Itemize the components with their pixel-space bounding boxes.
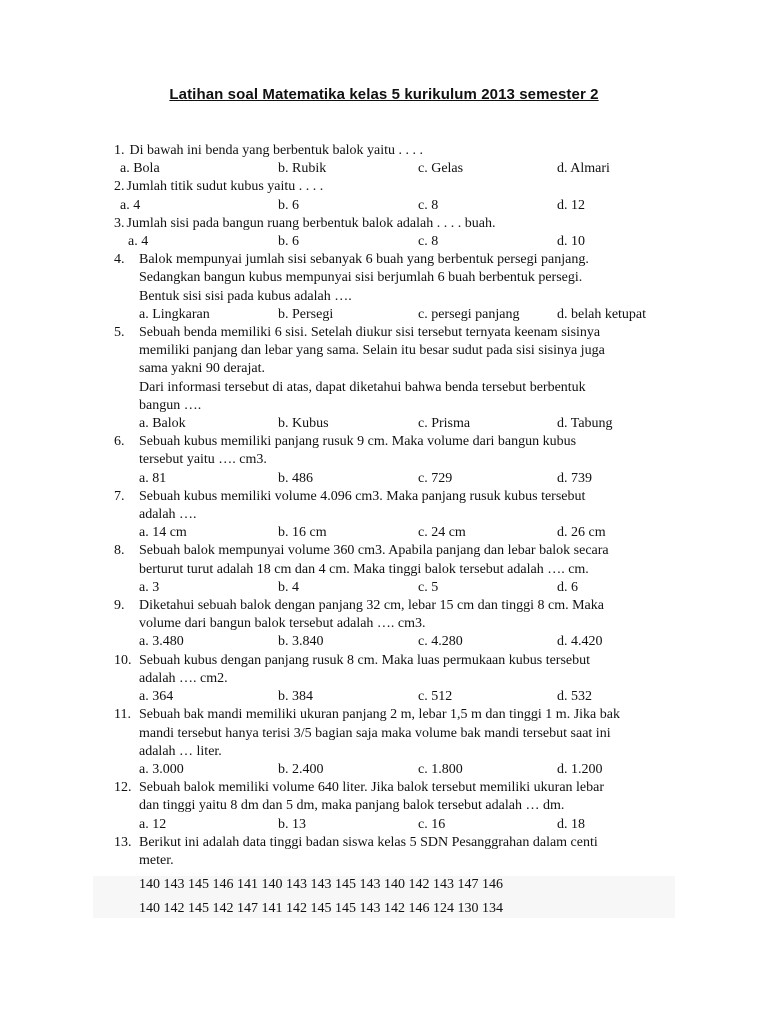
answer-option-a: a. 4 bbox=[128, 234, 149, 250]
answer-option-d: d. 4.420 bbox=[557, 634, 603, 650]
answer-option-d: d. belah ketupat bbox=[557, 306, 647, 322]
answer-option-d: d. 12 bbox=[557, 197, 585, 213]
answer-option-b: b. Rubik bbox=[278, 161, 327, 177]
answer-options bbox=[114, 415, 694, 433]
question-11 bbox=[114, 706, 694, 779]
answer-option-c: c. 8 bbox=[418, 234, 439, 250]
answer-option-d: d. 26 cm bbox=[557, 525, 606, 541]
question-number: 2. bbox=[114, 179, 125, 195]
answer-options bbox=[114, 816, 694, 834]
answer-option-b: b. 16 cm bbox=[278, 525, 327, 541]
answer-option-a: a. 3.480 bbox=[139, 634, 184, 650]
question-7 bbox=[114, 488, 694, 543]
question-text: Sebuah balok memiliki volume 640 liter. Jika balok tersebut memiliki ukuran lebar dan tinggi yaitu 8 dm dan 5 dm, maka panjang balok tersebut adalah … dm. bbox=[139, 780, 605, 814]
answer-option-c: c. 4.280 bbox=[418, 634, 463, 650]
answer-option-c: c. 729 bbox=[418, 470, 453, 486]
question-number: 10. bbox=[114, 652, 132, 668]
question-9 bbox=[114, 597, 694, 652]
answer-option-a: a. Lingkaran bbox=[139, 306, 210, 322]
answer-option-a: a. Balok bbox=[139, 416, 186, 432]
question-number: 1. bbox=[114, 143, 125, 158]
answer-option-d: d. Tabung bbox=[557, 416, 613, 432]
question-text: Diketahui sebuah balok dengan panjang 32 cm, lebar 15 cm dan tinggi 8 cm. Maka volume dari bangun balok tersebut adalah …. cm3. bbox=[139, 598, 604, 632]
answer-option-d: d. 1.200 bbox=[557, 761, 603, 777]
answer-options bbox=[114, 470, 694, 488]
answer-option-b: b. Kubus bbox=[278, 416, 329, 432]
answer-options bbox=[114, 688, 694, 706]
question-text: Jumlah sisi pada bangun ruang berbentuk balok adalah . . . . buah. bbox=[126, 215, 496, 231]
answer-option-d: d. 18 bbox=[557, 816, 585, 832]
answer-option-b: b. 4 bbox=[278, 579, 299, 595]
answer-option-b: b. 2.400 bbox=[278, 761, 324, 777]
answer-option-c: c. 5 bbox=[418, 579, 439, 595]
answer-option-b: b. 3.840 bbox=[278, 634, 324, 650]
question-number: 5. bbox=[114, 325, 125, 341]
answer-option-c: c. 16 bbox=[418, 816, 446, 832]
answer-options bbox=[114, 197, 694, 215]
question-text: Sebuah balok mempunyai volume 360 cm3. Apabila panjang dan lebar balok secara berturut turut adalah 18 cm dan 4 cm. Maka tinggi balok tersebut adalah …. cm. bbox=[139, 543, 609, 577]
answer-option-b: b. 384 bbox=[278, 689, 313, 705]
question-text: Balok mempunyai jumlah sisi sebanyak 6 buah yang berbentuk persegi panjang. Sedangkan bangun kubus mempunyai sisi berjumlah 6 buah berbentuk persegi. Bentuk sisi sisi pada kubus adalah …. bbox=[139, 252, 589, 304]
answer-option-c: c. 24 cm bbox=[418, 525, 466, 541]
answer-options bbox=[114, 579, 694, 597]
question-number: 11. bbox=[114, 707, 131, 723]
question-number: 3. bbox=[114, 215, 125, 231]
question-1 bbox=[114, 142, 694, 178]
question-text: Berikut ini adalah data tinggi badan siswa kelas 5 SDN Pesanggrahan dalam centi meter. bbox=[139, 834, 598, 868]
question-number: 9. bbox=[114, 598, 125, 614]
page-title: Latihan soal Matematika kelas 5 kurikulum 2013 semester 2 bbox=[169, 86, 599, 103]
question-5 bbox=[114, 324, 694, 433]
answer-option-d: d. 6 bbox=[557, 579, 578, 595]
answer-option-c: c. 512 bbox=[418, 689, 453, 705]
answer-option-d: d. 739 bbox=[557, 470, 592, 486]
answer-options bbox=[114, 761, 694, 779]
question-list bbox=[114, 142, 694, 870]
question-6 bbox=[114, 433, 694, 488]
question-text: Sebuah kubus memiliki volume 4.096 cm3. Maka panjang rusuk kubus tersebut adalah …. bbox=[139, 488, 586, 523]
answer-option-c: c. Prisma bbox=[418, 416, 471, 432]
answer-option-b: b. 6 bbox=[278, 234, 299, 250]
answer-option-a: a. 3 bbox=[139, 579, 160, 595]
question-text: Sebuah kubus dengan panjang rusuk 8 cm. Maka luas permukaan kubus tersebut adalah …. cm2. bbox=[139, 652, 591, 686]
question-13 bbox=[114, 834, 694, 870]
answer-option-a: a. 14 cm bbox=[139, 525, 187, 541]
answer-options bbox=[114, 233, 694, 251]
answer-option-d: d. 10 bbox=[557, 234, 585, 250]
question-text: Sebuah bak mandi memiliki ukuran panjang 2 m, lebar 1,5 m dan tinggi 1 m. Jika bak mandi tersebut hanya terisi 3/5 bagian saja maka volume bak mandi tersebut saat ini adalah … liter. bbox=[139, 707, 620, 759]
question-text: Jumlah titik sudut kubus yaitu . . . . bbox=[126, 179, 324, 195]
answer-options bbox=[114, 160, 694, 178]
answer-option-c: c. persegi panjang bbox=[418, 306, 520, 322]
question-10 bbox=[114, 652, 694, 707]
question-number: 12. bbox=[114, 780, 132, 796]
answer-options bbox=[114, 306, 694, 324]
question-2 bbox=[114, 178, 694, 214]
answer-option-b: b. Persegi bbox=[278, 306, 334, 322]
question-number: 13. bbox=[114, 834, 132, 850]
question-4 bbox=[114, 251, 694, 324]
answer-option-d: d. 532 bbox=[557, 689, 592, 705]
question-text: Sebuah benda memiliki 6 sisi. Setelah diukur sisi tersebut ternyata keenam sisinya memiliki panjang dan lebar yang sama. Selain itu besar sudut pada sisi sisinya juga sama yakni 90 derajat. Dari informasi tersebut di atas, dapat diketahui bahwa benda tersebut berbentuk bangun …. bbox=[139, 325, 605, 413]
answer-option-a: a. 81 bbox=[139, 470, 167, 486]
answer-option-a: a. 4 bbox=[120, 197, 141, 213]
height-data-row-1: 140 143 145 146 141 140 143 143 145 143 140 142 143 147 146 bbox=[139, 877, 503, 892]
answer-option-a: a. 12 bbox=[139, 816, 167, 832]
answer-options bbox=[114, 633, 694, 651]
answer-option-a: a. Bola bbox=[120, 161, 160, 177]
answer-option-b: b. 13 bbox=[278, 816, 306, 832]
question-8 bbox=[114, 542, 694, 597]
answer-option-a: a. 3.000 bbox=[139, 761, 184, 777]
answer-option-c: c. 1.800 bbox=[418, 761, 463, 777]
question-number: 7. bbox=[114, 488, 125, 504]
answer-option-b: b. 486 bbox=[278, 470, 313, 486]
answer-option-c: c. Gelas bbox=[418, 161, 464, 177]
question-number: 6. bbox=[114, 434, 125, 450]
question-number: 8. bbox=[114, 543, 125, 559]
question-number: 4. bbox=[114, 252, 125, 268]
question-3 bbox=[114, 215, 694, 251]
question-12 bbox=[114, 779, 694, 834]
answer-option-d: d. Almari bbox=[557, 161, 610, 177]
answer-options bbox=[114, 524, 694, 542]
question-text: Sebuah kubus memiliki panjang rusuk 9 cm. Maka volume dari bangun kubus tersebut yaitu …. cm3. bbox=[139, 434, 577, 468]
answer-option-b: b. 6 bbox=[278, 197, 299, 213]
height-data-row-2: 140 142 145 142 147 141 142 145 145 143 142 146 124 130 134 bbox=[139, 901, 503, 916]
answer-option-a: a. 364 bbox=[139, 689, 174, 705]
answer-option-c: c. 8 bbox=[418, 197, 439, 213]
question-text: Di bawah ini benda yang berbentuk balok yaitu . . . . bbox=[129, 143, 424, 158]
